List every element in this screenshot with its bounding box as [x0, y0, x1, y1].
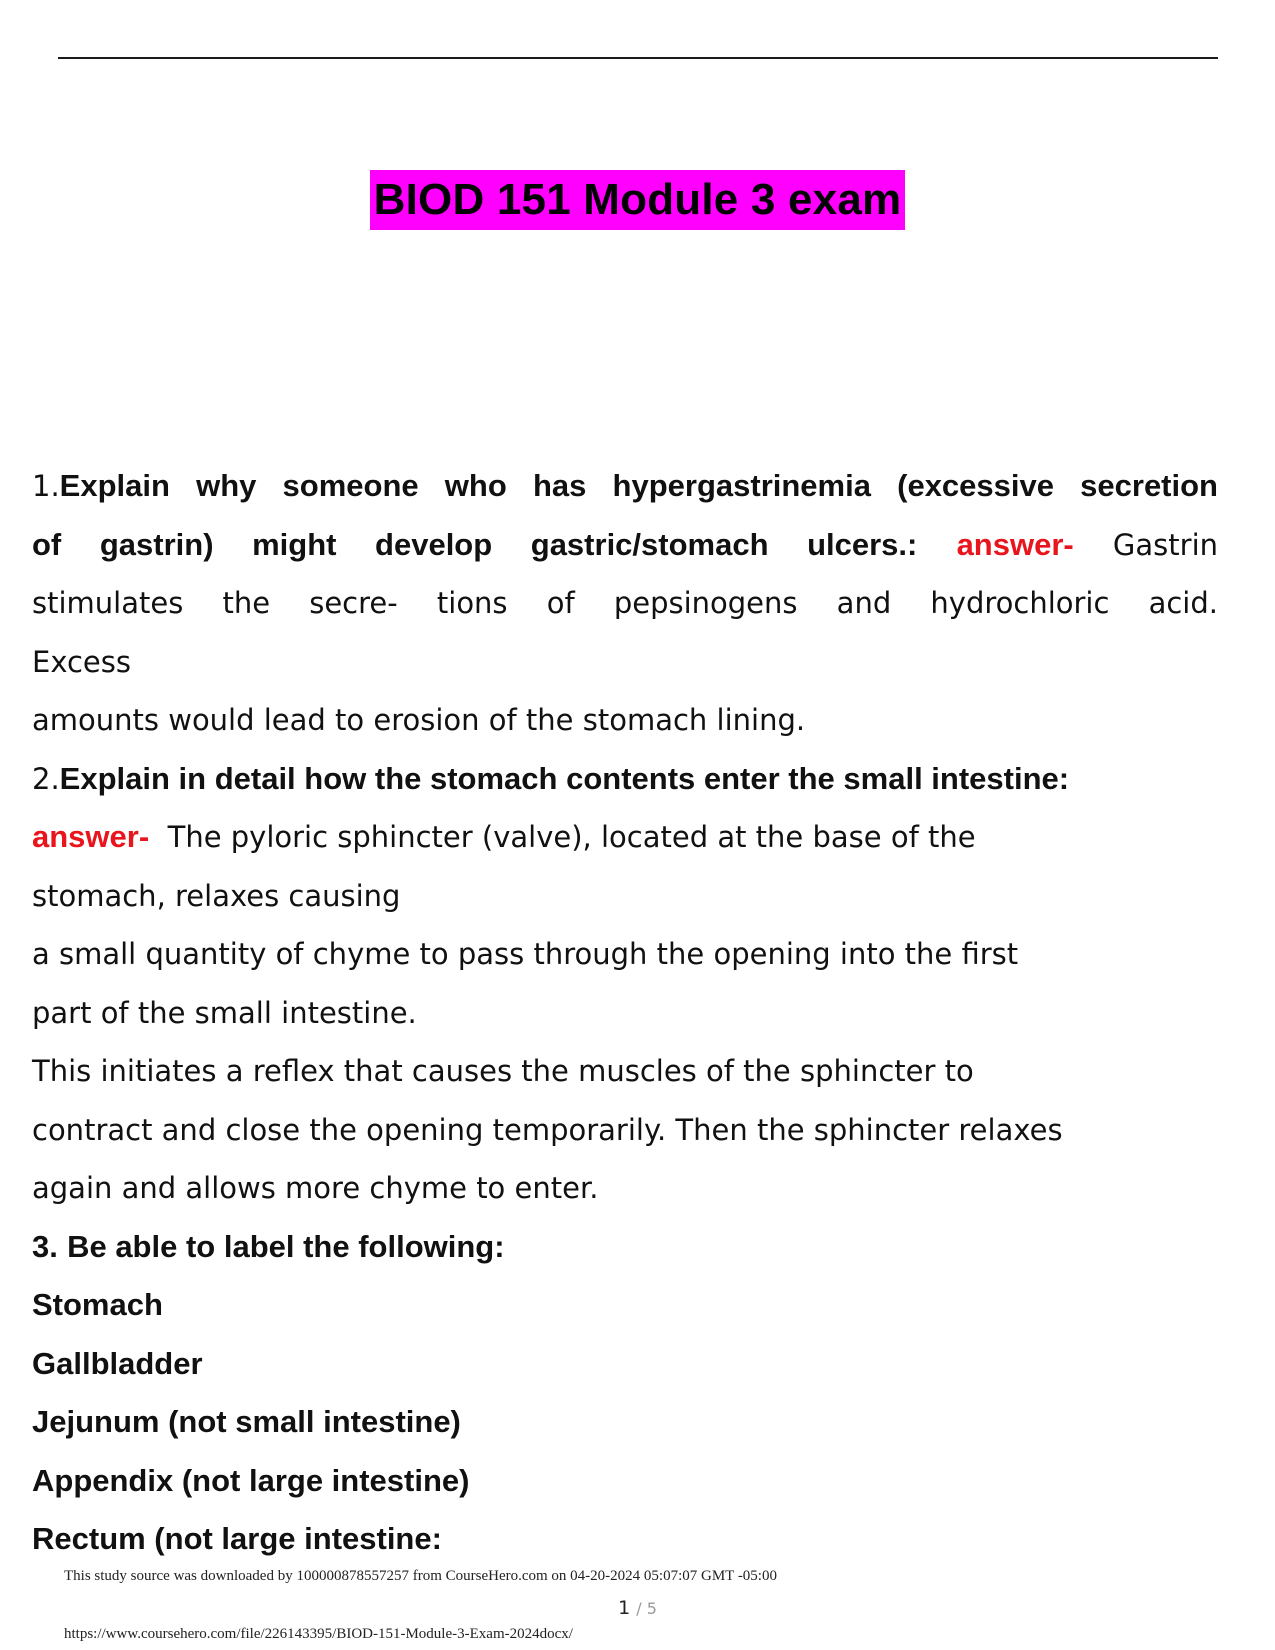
page-total: / 5: [636, 1599, 657, 1618]
q2-answer-line-5: This initiates a reflex that causes the muscles of the sphincter to: [32, 1054, 974, 1088]
q1-number: 1.: [32, 469, 60, 503]
q2-line-5: [32, 984, 1218, 1043]
q1-line-4: [32, 633, 1218, 692]
label-item: [32, 1452, 1218, 1511]
q2-answer-line-6: contract and close the opening temporarily. Then the sphincter relaxes: [32, 1112, 1063, 1147]
q1-answer-line-3: stimulates the secre- tions of pepsinogens and hydrochloric acid.: [32, 586, 1218, 620]
q2-line-3: [32, 867, 1218, 926]
q1-line-3: [32, 574, 1218, 633]
q1-question-line-2: of gastrin) might develop gastric/stomach ulcers.:: [32, 526, 918, 562]
q1-question-line-1: Explain why someone who has hypergastrinemia (excessive secretion: [59, 468, 1218, 503]
q2-answer-line-1: The pyloric sphincter (valve), located at the base of the: [167, 820, 976, 854]
q2-answer-line-3: a small quantity of chyme to pass through the opening into the first: [32, 937, 1019, 971]
label-item-appendix: Appendix (not large intestine): [32, 1462, 470, 1498]
q1-line-5: [32, 691, 1218, 750]
label-item: [32, 1276, 1218, 1335]
q1-answer-line-4: Excess: [32, 644, 131, 679]
q2-number: 2.: [32, 761, 60, 796]
q2-line-4: [32, 925, 1218, 984]
q2-line-1: [32, 750, 1218, 809]
label-item: [32, 1510, 1218, 1569]
title-wrap: [0, 170, 1275, 230]
label-item-gallbladder: Gallbladder: [32, 1345, 203, 1381]
label-item-rectum: Rectum (not large intestine:: [32, 1521, 442, 1556]
label-item-stomach: Stomach: [32, 1287, 163, 1322]
download-note: This study source was downloaded by 100000878557257 from CourseHero.com on 04-20-2024 05:07:07 GMT -05:00: [64, 1568, 777, 1584]
q2-line-7: [32, 1101, 1218, 1160]
q1-answer-line-5: amounts would lead to erosion of the stomach lining.: [32, 703, 806, 737]
label-item: [32, 1393, 1218, 1452]
document-title: BIOD 151 Module 3 exam: [370, 170, 906, 230]
top-rule: [58, 57, 1218, 59]
q2-line-2: [32, 808, 1218, 867]
q2-answer-line-4: part of the small intestine.: [32, 995, 417, 1030]
q2-line-6: [32, 1042, 1218, 1101]
q2-answer-label: answer-: [32, 819, 150, 854]
q2-answer-line-7: again and allows more chyme to enter.: [32, 1171, 599, 1205]
q3-line-1: [32, 1218, 1218, 1277]
label-item: [32, 1335, 1218, 1394]
q1-line-2: [32, 516, 1218, 575]
source-url[interactable]: https://www.coursehero.com/file/226143395/BIOD-151-Module-3-Exam-2024docx/: [64, 1626, 573, 1642]
page-indicator: [0, 1597, 1275, 1619]
q2-answer-line-2: stomach, relaxes causing: [32, 878, 401, 913]
q1-answer-label: answer-: [956, 526, 1074, 562]
q1-answer-word-1: Gastrin: [1112, 527, 1219, 562]
q3-number: 3.: [32, 1228, 58, 1264]
q2-question: Explain in detail how the stomach contents enter the small intestine:: [59, 760, 1070, 796]
label-item-jejunum: Jejunum (not small intestine): [32, 1404, 461, 1439]
q3-question: Be able to label the following:: [67, 1228, 505, 1264]
q1-line-1: [32, 457, 1218, 516]
page-current: 1: [618, 1597, 631, 1619]
q2-line-8: [32, 1159, 1218, 1218]
document-body: [32, 457, 1218, 1569]
